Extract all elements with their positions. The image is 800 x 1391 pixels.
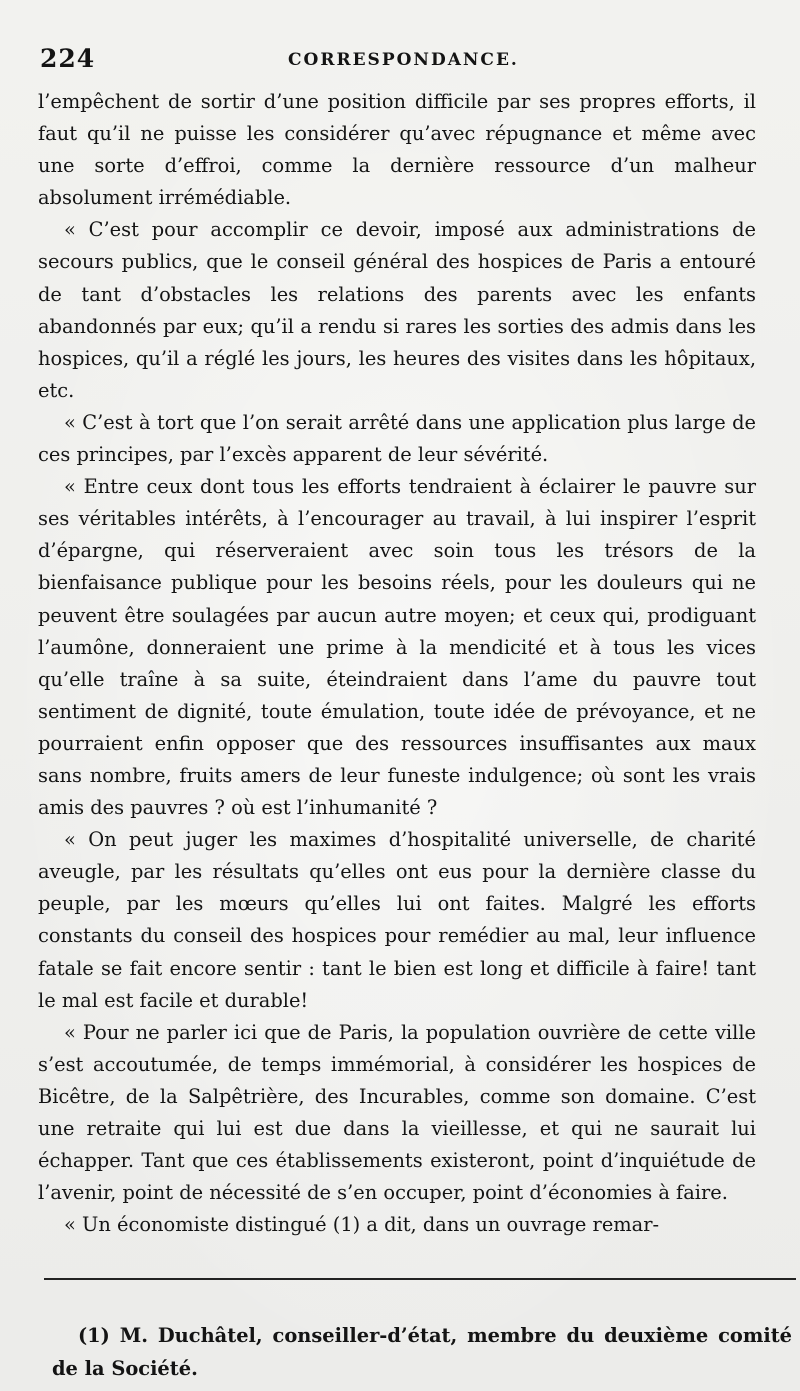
paragraph-last: « Un économiste distingué (1) a dit, dans un ouvrage remar- — [64, 1213, 660, 1237]
paragraph: « Pour ne parler ici que de Paris, la population ouvrière de cette ville s’est accoutumée, de temps immémorial, à considérer les hospices de Bicêtre, de la Salpêtrière, des Incurables, comme son domaine. C’est une retraite qui lui est due dans la vieillesse, et qui ne saurait lui échapper. Tant que ces établissements existeront, point d’inquiétude de l’avenir, point de nécessité de s’en occuper, point d’économies à faire. — [38, 1020, 756, 1205]
body-text — [38, 86, 756, 1241]
running-head: CORRESPONDANCE. — [288, 50, 519, 70]
paragraph: « C’est à tort que l’on serait arrêté dans une application plus large de ces principes, par l’excès apparent de leur sévérité. — [38, 410, 756, 467]
footnote: (1) M. Duchâtel, conseiller-d’état, membre du deuxième comité de la Société. — [52, 1324, 792, 1381]
paragraph: « C’est pour accomplir ce devoir, imposé aux administrations de secours publics, que le conseil général des hospices de Paris a entouré de tant d’obstacles les relations des parents avec les enfants abandonnés par eux; qu’il a rendu si rares les sorties des admis dans les hospices, qu’il a réglé les jours, les heures des visites dans les hôpitaux, etc. — [38, 218, 756, 402]
page-number: 224 — [40, 44, 96, 73]
paragraph: « On peut juger les maximes d’hospitalité universelle, de charité aveugle, par les résultats qu’elles ont eus pour la dernière classe du peuple, par les mœurs qu’elles lui ont faites. Malgré les efforts constants du conseil des hospices pour remédier au mal, leur influence fatale se fait encore sentir : tant le bien est long et difficile à faire! tant le mal est facile et durable! — [38, 828, 756, 1012]
paragraph: « Entre ceux dont tous les efforts tendraient à éclairer le pauvre sur ses véritables intérêts, à l’encourager au travail, à lui inspirer l’esprit d’épargne, qui réserveraient avec soin tous les trésors de la bienfaisance publique pour les besoins réels, pour les douleurs qui ne peuvent être soulagées par aucun autre moyen; et ceux qui, prodiguant l’aumône, donneraient une prime à la mendicité et à tous les vices qu’elle traîne à sa suite, éteindraient dans l’ame du pauvre tout sentiment de dignité, toute émulation, toute idée de prévoyance, et ne pourraient enfin opposer que des ressources insuffisantes aux maux sans nombre, fruits amers de leur funeste indulgence; où sont les vrais amis des pauvres ? où est l’inhumanité ? — [38, 475, 756, 820]
paragraph-continued: l’empêchent de sortir d’une position difficile par ses propres efforts, il faut qu’il ne puisse les considérer qu’avec répugnance et même avec une sorte d’effroi, comme la dernière ressource d’un malheur absolument irrémédiable. — [38, 90, 756, 210]
page-header — [40, 44, 760, 80]
footnote-divider — [44, 1278, 796, 1280]
